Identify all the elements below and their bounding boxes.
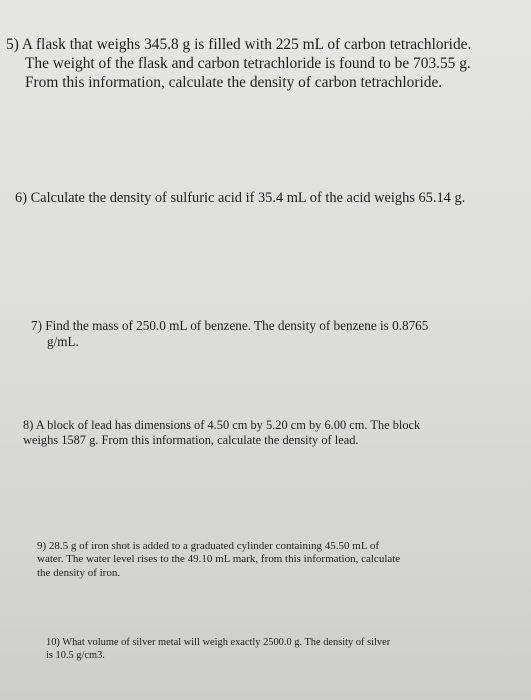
question-8: [23, 418, 420, 448]
question-5: [6, 36, 471, 92]
question-8-line-1: 8) A block of lead has dimensions of 4.50 cm by 5.20 cm by 6.00 cm. The block: [23, 418, 421, 432]
question-5-line-3: From this information, calculate the density of carbon tetrachloride.: [25, 73, 443, 91]
question-9-line-1: 9) 28.5 g of iron shot is added to a graduated cylinder containing 45.50 mL of: [37, 540, 380, 552]
question-7-line-1: 7) Find the mass of 250.0 mL of benzene. The density of benzene is 0.8765: [31, 318, 429, 333]
question-5-line-2: The weight of the flask and carbon tetrachloride is found to be 703.55 g.: [25, 54, 471, 72]
question-5-line-1: 5) A flask that weighs 345.8 g is filled with 225 mL of carbon tetrachloride.: [6, 36, 472, 53]
question-9-line-2: water. The water level rises to the 49.10 mL mark, from this information, calculate: [37, 553, 401, 566]
question-9-line-3: the density of iron.: [37, 566, 121, 579]
question-6: [15, 190, 465, 208]
question-8-line-2: weighs 1587 g. From this information, calculate the density of lead.: [23, 433, 359, 448]
question-7: [31, 318, 428, 350]
question-10: [46, 637, 390, 662]
question-6-line-1: 6) Calculate the density of sulfuric acid if 35.4 mL of the acid weighs 65.14 g.: [15, 190, 466, 206]
question-9: [37, 540, 400, 580]
question-10-line-1: 10) What volume of silver metal will weigh exactly 2500.0 g. The density of silver: [46, 637, 391, 648]
question-7-line-2: g/mL.: [47, 334, 79, 350]
question-10-line-2: is 10.5 g/cm3.: [46, 649, 105, 661]
